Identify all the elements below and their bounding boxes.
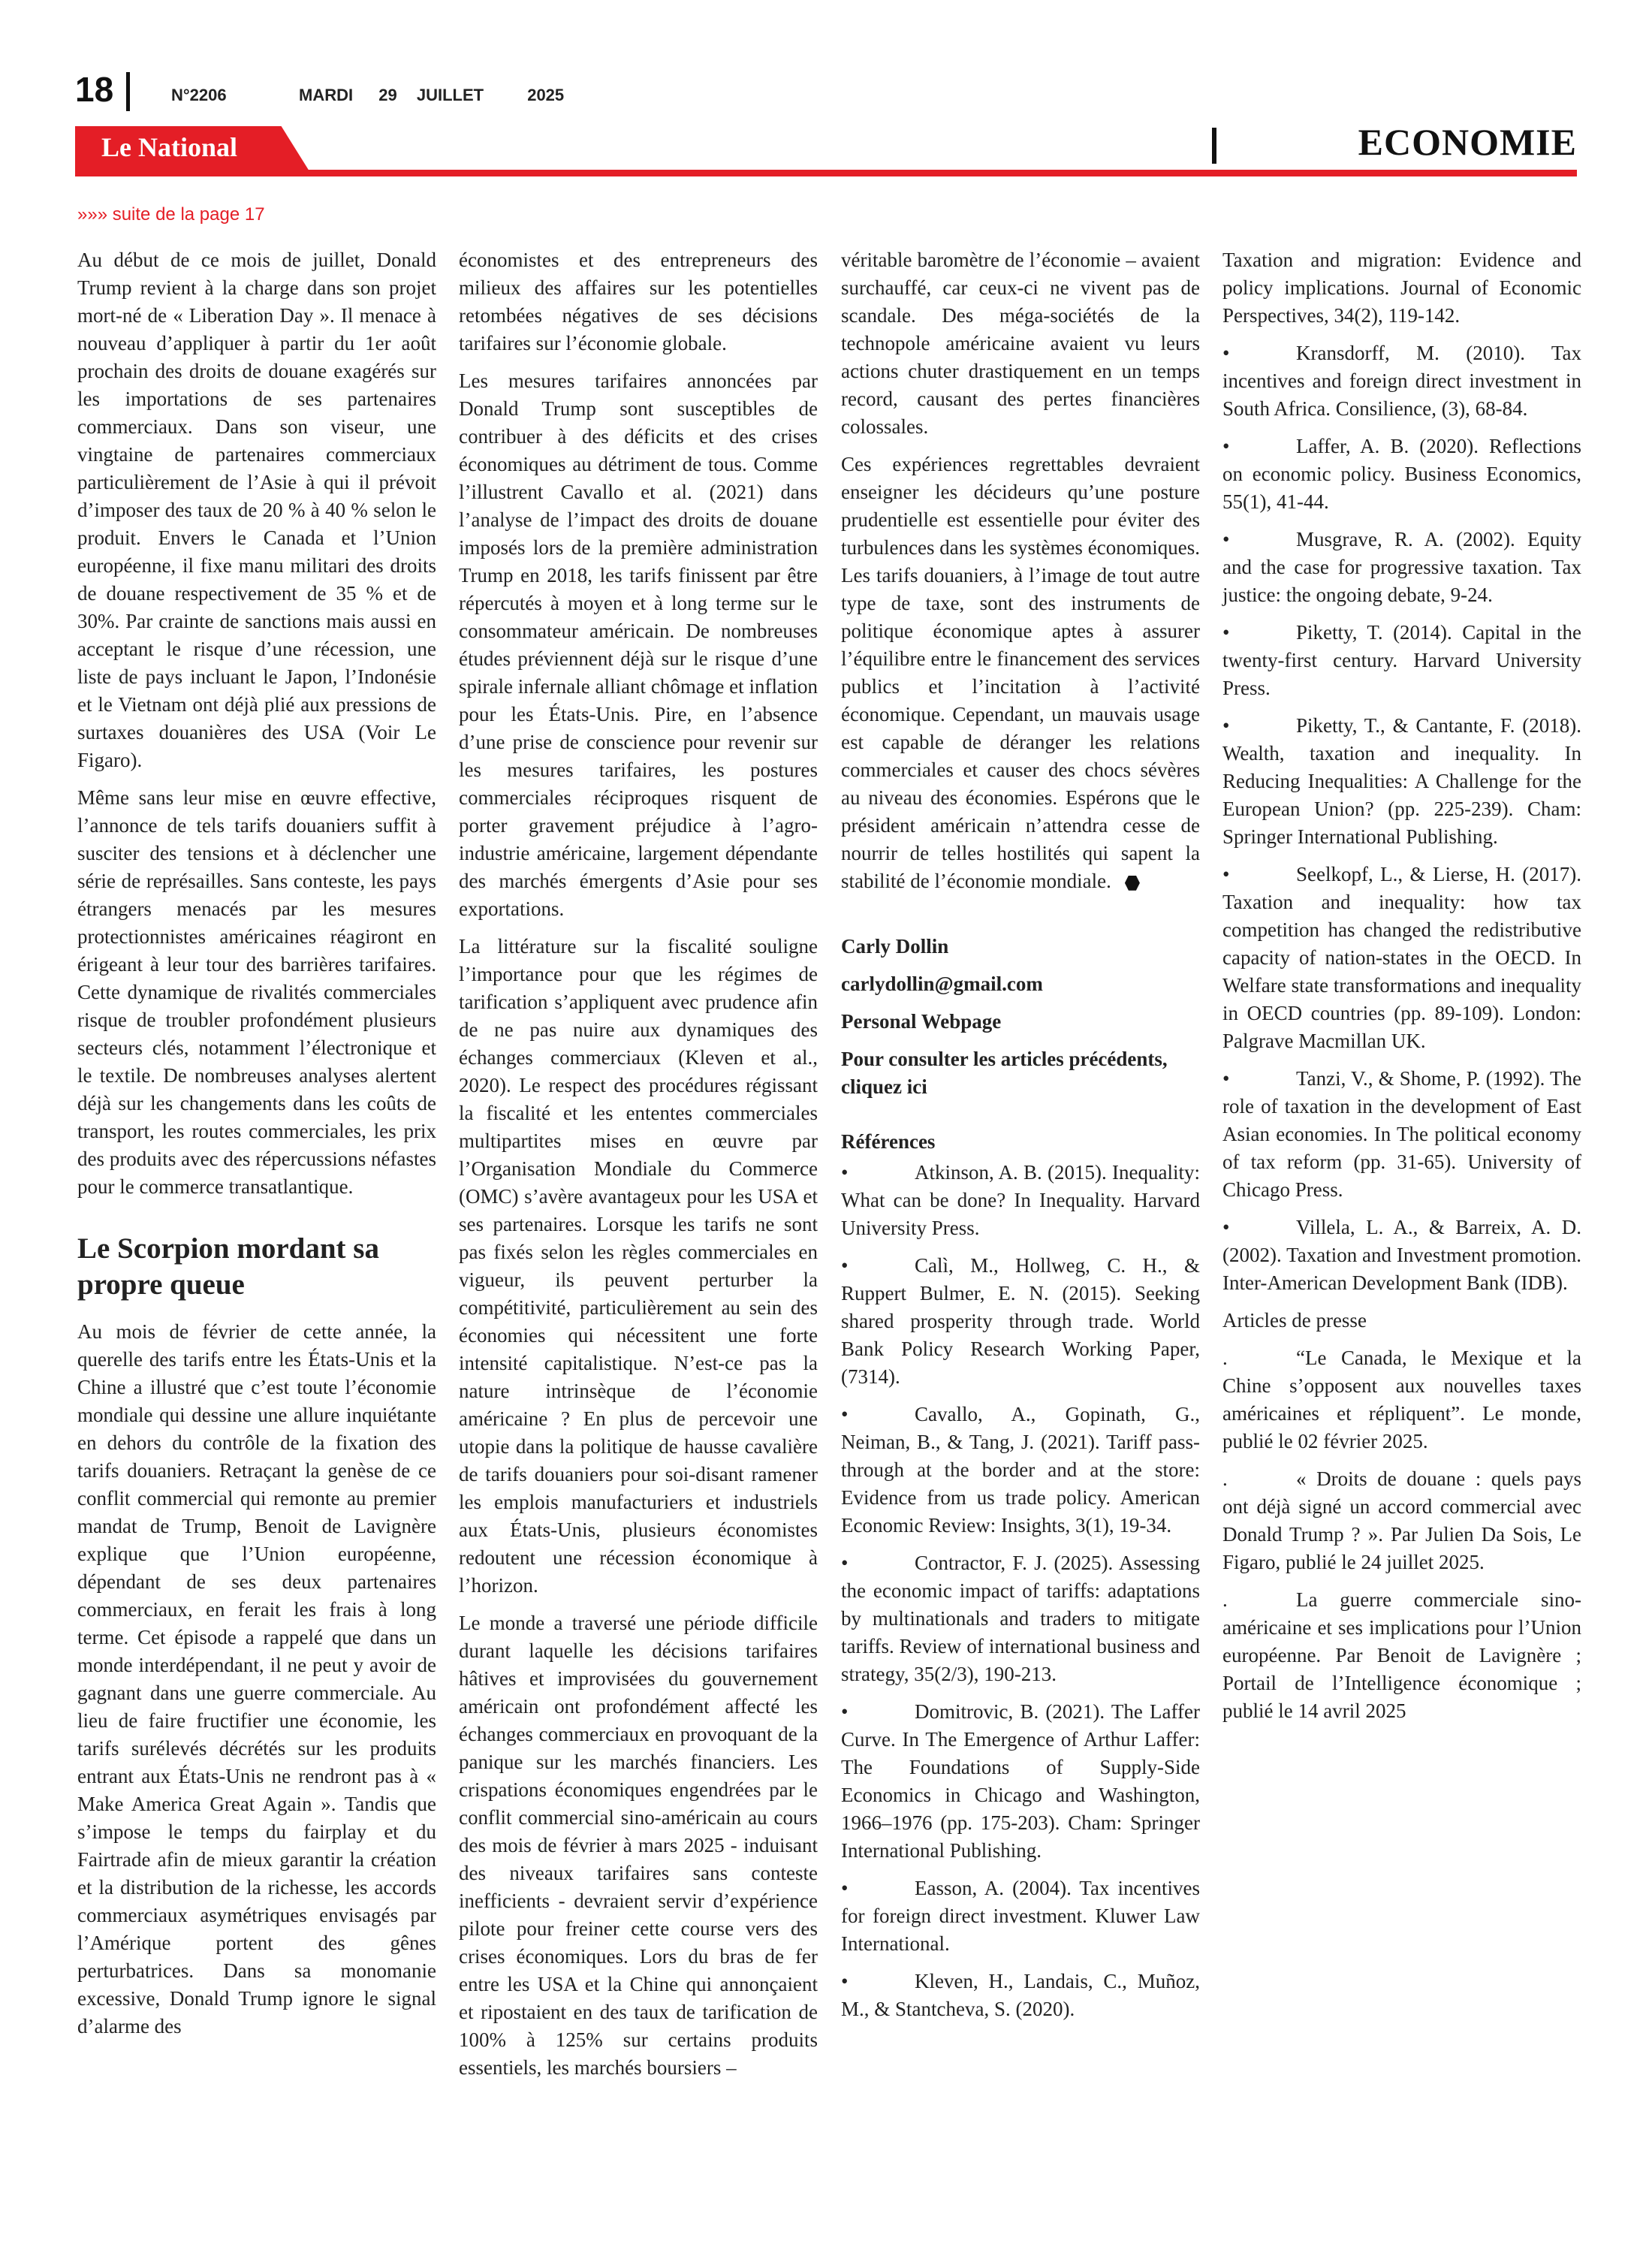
end-of-article-icon [1125, 876, 1140, 891]
bullet-icon: • [1222, 1216, 1230, 1238]
author-email-link[interactable]: carlydollin@gmail.com [841, 973, 1043, 995]
article-column-2 [459, 246, 818, 2092]
press-item [1222, 1465, 1581, 1576]
header-rule [75, 170, 1577, 176]
section-divider [1212, 128, 1216, 164]
bullet-icon: • [841, 1970, 849, 1992]
article-paragraph: Le monde a traversé une période difficile durant laquelle les décisions tarifaires hâtives et improvisées du gouvernement américain ont profondément affecté les échanges commerciaux en provoquant de la panique sur les marchés financiers. Les crispations économiques engendrées par le conflit commercial sino-américain au cours des mois de février à mars 2025 - induisant des niveaux tarifaires sans conteste inefficients - devraient servir d’expérience pilote pour freiner cette course vers des crises économiques. Lors du bras de fer entre les USA et la Chine qui annonçaient et ripostaient en des taux de tarification de 100% à 125% sur certains produits essentiels, les marchés boursiers – [459, 1612, 818, 2079]
page-number: 18 [75, 70, 114, 109]
issue-number: N°2206 [171, 86, 227, 104]
reference-item [1222, 712, 1581, 851]
date-year: 2025 [527, 86, 565, 104]
reference-text: Atkinson, A. B. (2015). Inequality: What can be done? In Inequality. Harvard University Press. [841, 1161, 1200, 1239]
reference-text: Piketty, T. (2014). Capital in the twenty-first century. Harvard University Press. [1222, 621, 1581, 699]
article-column-3 [841, 246, 1200, 2033]
bullet-icon: • [1222, 435, 1230, 457]
bullet-icon: • [841, 1161, 849, 1184]
article-column-4 [1222, 246, 1581, 1735]
reference-text: Contractor, F. J. (2025). Assessing the economic impact of tariffs: adaptations by multinationals and traders to mitigate tariffs. Review of international business and strategy, 35(2/3), 190-213. [841, 1552, 1200, 1685]
article-subheading: Le Scorpion mordant sa propre queue [77, 1232, 379, 1301]
press-item [1222, 1586, 1581, 1725]
article-paragraph-final [841, 451, 1200, 895]
article-paragraph: Au mois de février de cette année, la querelle des tarifs entre les États-Unis et la Chine a illustré que c’est toute l’économie mondiale qui dessine une allure inquiétante en dehors du contrôle de la fixation des tarifs douaniers. Retraçant la genèse de ce conflit commercial qui remonte au premier mandat de Trump, Benoit de Lavignère explique que l’Union européenne, dépendant de ses deux partenaires commerciaux, en ferait les frais à long terme. Cet épisode a rappelé que dans un monde interdépendant, il ne peut y avoir de gagnant dans une guerre commerciale. Au lieu de faire fructifier une économie, les tarifs surélevés décrétés sur les produits entrant aux États-Unis ne rendront pas à « Make America Great Again ». Tandis que s’impose le temps du fairplay et du Fairtrade afin de mieux garantir la création et la distribution de la richesse, les accords commerciaux asymétriques envisagés par l’Amérique portent des gênes perturbatrices. Dans sa monomanie excessive, Donald Trump ignore le signal d’alarme des [77, 1320, 436, 2037]
reference-text: Seelkopf, L., & Lierse, H. (2017). Taxation and inequality: how tax competition has changed the redistributive capacity of nation-states in the OECD. In Welfare state transformations and inequality in OECD countries (pp. 89-109). London: Palgrave Macmillan UK. [1222, 863, 1581, 1052]
article-paragraph: Les mesures tarifaires annoncées par Donald Trump sont susceptibles de contribuer à des déficits et des crises économiques au détriment de tous. Comme l’illustrent Cavallo et al. (2021) dans l’analyse de l’impact des droits de douane imposés lors de la première administration Trump en 2018, les tarifs finissent par être répercutés à moyen et à long terme sur le consommateur américain. De nombreuses études préviennent déjà sur le risque d’une spirale infernale alliant chômage et inflation pour les États-Unis. Pire, en l’absence d’une prise de conscience pour revenir sur les mesures tarifaires, les postures commerciales réciproques risquent de porter gravement préjudice à l’agro-industrie américaine, largement dépendante des marchés émergents d’Asie pour ses exportations. [459, 369, 818, 920]
bullet-icon: • [841, 1877, 849, 1899]
reference-text: Calì, M., Hollweg, C. H., & Ruppert Bulmer, E. N. (2015). Seeking shared prosperity through trade. World Bank Policy Research Working Paper, (7314). [841, 1254, 1200, 1388]
reference-text: Piketty, T., & Cantante, F. (2018). Wealth, taxation and inequality. In Reducing Inequalities: A Challenge for the European Union? (pp. 225-239). Cham: Springer International Publishing. [1222, 714, 1581, 848]
bullet-icon: • [1222, 342, 1230, 364]
article-column-1 [77, 246, 436, 2050]
bullet-icon: • [841, 1700, 849, 1723]
reference-item [1222, 526, 1581, 609]
bullet-icon: • [1222, 528, 1230, 550]
reference-item [1222, 1065, 1581, 1204]
bullet-icon: • [1222, 1067, 1230, 1090]
reference-item [841, 1549, 1200, 1688]
bullet-icon: • [841, 1552, 849, 1574]
masthead-logo[interactable]: Le National [101, 132, 238, 162]
author-webpage-link[interactable]: Personal Webpage [841, 1010, 1002, 1033]
reference-text: Kransdorff, M. (2010). Tax incentives and foreign direct investment in South Africa. Consilience, (3), 68-84. [1222, 342, 1581, 420]
article-paragraph: véritable baromètre de l’économie – avaient surchauffé, car ceux-ci ne vivent pas de scandale. Des méga-sociétés de la technopole américaine avaient vu leurs actions chuter drastiquement en un temps record, causant des pertes financières colossales. [841, 249, 1200, 438]
previous-articles-link[interactable]: Pour consulter les articles précédents, cliquez ici [841, 1048, 1168, 1098]
article-paragraph: Au début de ce mois de juillet, Donald Trump revient à la charge dans son projet mort-né de « Liberation Day ». Il menace à nouveau d’appliquer à partir du 1er août prochain des droits de douane exagérés sur les importations de ses partenaires commerciaux. Dans son viseur, une vingtaine de partenaires commerciaux particulièrement de l’Asie à qui il prévoit d’imposer des taux de 20 % à 40 % selon le produit. Envers le Canada et l’Union européenne, il fixe manu militari des droits de douane respectivement de 35 % et de 30%. Par crainte de sanctions mais aussi en acceptant le risque d’une récession, une liste de pays incluant le Japon, l’Indonésie et le Vietnam ont déjà plié aux pressions de surtaxes douanières des USA (Voir Le Figaro). [77, 249, 436, 771]
reference-item [1222, 861, 1581, 1055]
continued-from-link[interactable]: »»» suite de la page 17 [77, 204, 265, 225]
bullet-icon: • [841, 1254, 849, 1277]
press-text: La guerre commerciale sino-américaine et ses implications pour l’Union européenne. Par Benoit de Lavignère ; Portail de l’Intelligence économique ; publié le 14 avril 2025 [1222, 1588, 1581, 1722]
dot-icon: . [1222, 1347, 1228, 1369]
bullet-icon: • [1222, 863, 1230, 885]
references-heading: Références [841, 1130, 936, 1153]
section-title: ECONOMIE [1358, 121, 1577, 163]
dot-icon: . [1222, 1467, 1228, 1490]
reference-item [841, 1698, 1200, 1865]
reference-text: Domitrovic, B. (2021). The Laffer Curve. In The Emergence of Arthur Laffer: The Foundations of Supply-Side Economics in Chicago and Washington, 1966–1976 (pp. 175-203). Cham: Springer International Publishing. [841, 1700, 1200, 1862]
date-month: JUILLET [416, 86, 484, 104]
dateline [299, 86, 564, 105]
reference-item [841, 1968, 1200, 2023]
press-articles-heading: Articles de presse [1222, 1309, 1367, 1332]
reference-item [841, 1252, 1200, 1391]
reference-text: Laffer, A. B. (2020). Reflections on economic policy. Business Economics, 55(1), 41-44. [1222, 435, 1581, 513]
reference-item [1222, 433, 1581, 516]
author-name: Carly Dollin [841, 935, 949, 958]
press-item [1222, 1344, 1581, 1455]
reference-item [841, 1874, 1200, 1958]
press-text: « Droits de douane : quels pays ont déjà signé un accord commercial avec Donald Trump ? ». Par Julien Da Sois, Le Figaro, publié le 24 juillet 2025. [1222, 1467, 1581, 1573]
reference-text: Easson, A. (2004). Tax incentives for foreign direct investment. Kluwer Law International. [841, 1877, 1200, 1955]
article-paragraph: économistes et des entrepreneurs des milieux des affaires sur les potentielles retombées négatives de ses décisions tarifaires sur l’économie globale. [459, 249, 818, 354]
reference-item [1222, 339, 1581, 423]
page-number-divider [126, 72, 130, 111]
reference-text: Cavallo, A., Gopinath, G., Neiman, B., & Tang, J. (2021). Tariff pass-through at the border and at the store: Evidence from us trade policy. American Economic Review: Insights, 3(1), 19-34. [841, 1403, 1200, 1537]
reference-continuation: Taxation and migration: Evidence and policy implications. Journal of Economic Perspectives, 34(2), 119-142. [1222, 249, 1581, 327]
article-paragraph: Même sans leur mise en œuvre effective, l’annonce de tels tarifs douaniers suffit à susciter des tensions et à déclencher une série de représailles. Sans conteste, les pays étrangers menacés par les mesures protectionnistes américaines réagiront en érigeant à leur tour des barrières tarifaires. Cette dynamique de rivalités commerciales risque de troubler profondément plusieurs secteurs clés, notamment l’électronique et le textile. De nombreuses analyses alertent déjà sur les changements dans les coûts de transport, les routes commerciales, les prix des produits avec des répercussions néfastes pour le commerce transatlantique. [77, 786, 436, 1198]
date-day: MARDI [299, 86, 354, 104]
reference-item [841, 1401, 1200, 1540]
article-paragraph-text: Ces expériences regrettables devraient enseigner les décideurs qu’une posture prudentielle est essentielle pour éviter des turbulences dans les systèmes économiques. Les tarifs douaniers, à l’image de tout autre type de taxe, sont des instruments de politique économique aptes à assurer l’équilibre entre le financement des services publics et l’incitation à l’activité économique. Cependant, un mauvais usage est capable de déranger les relations commerciales et causer des chocs sévères au niveau des économies. Espérons que le président américain n’attendra cesse de nourrir de telles hostilités qui sapent la stabilité de l’économie mondiale. [841, 453, 1200, 892]
dot-icon: . [1222, 1588, 1228, 1611]
press-text: “Le Canada, le Mexique et la Chine s’opposent aux nouvelles taxes américaines et répliquent”. Le monde, publié le 02 février 2025. [1222, 1347, 1581, 1452]
reference-text: Musgrave, R. A. (2002). Equity and the case for progressive taxation. Tax justice: the ongoing debate, 9-24. [1222, 528, 1581, 606]
reference-item [1222, 619, 1581, 702]
bullet-icon: • [1222, 621, 1230, 644]
reference-item [1222, 1214, 1581, 1297]
reference-text: Kleven, H., Landais, C., Muñoz, M., & Stantcheva, S. (2020). [841, 1970, 1200, 2020]
reference-text: Tanzi, V., & Shome, P. (1992). The role of taxation in the development of East Asian economies. In The political economy of tax reform (pp. 31-65). University of Chicago Press. [1222, 1067, 1581, 1201]
date-number: 29 [378, 86, 397, 104]
bullet-icon: • [841, 1403, 849, 1425]
reference-item [841, 1159, 1200, 1242]
bullet-icon: • [1222, 714, 1230, 737]
article-paragraph: La littérature sur la fiscalité souligne l’importance pour que les régimes de tarification s’appliquent avec prudence afin de ne pas nuire aux dynamiques des échanges commerciaux (Kleven et al., 2020). Le respect des procédures régissant la fiscalité et les ententes commerciales multipartites mises en œuvre par l’Organisation Mondiale du Commerce (OMC) s’avère avantageux pour les USA et ses partenaires. Lorsque les tarifs ne sont pas fixés selon les règles commerciales en vigueur, ils peuvent perturber la compétitivité, particulièrement au sein des économies qui nécessitent une forte intensité capitalistique. N’est-ce pas la nature intrinsèque de l’économie américaine ? En plus de percevoir une utopie dans la politique de hausse cavalière de tarifs douaniers pour soi-disant ramener les emplois manufacturiers et industriels aux États-Unis, plusieurs économistes redoutent une récession économique à l’horizon. [459, 935, 818, 1597]
reference-text: Villela, L. A., & Barreix, A. D. (2002). Taxation and Investment promotion. Inter-American Development Bank (IDB). [1222, 1216, 1581, 1294]
